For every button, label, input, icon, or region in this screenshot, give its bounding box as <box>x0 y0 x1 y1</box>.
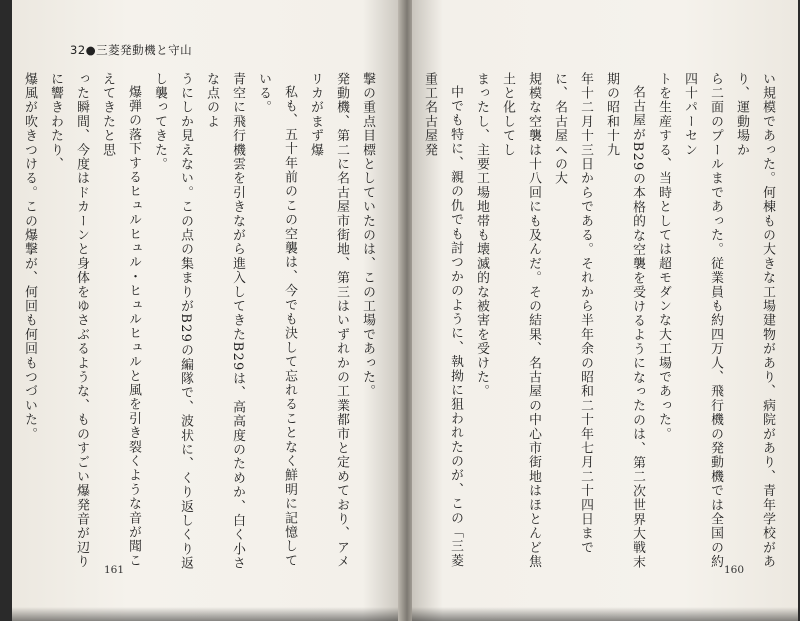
text-line: 青空に飛行機雲を引きながら進入してきたB29は、高高度のためか、白く小さな点のよ <box>204 72 245 571</box>
text-line: 中でも特に、親の仇でも討つかのように、執拗に狙われたのが、この「三菱重工名古屋発 <box>422 72 463 568</box>
page-edge-shadow <box>412 607 798 621</box>
text-line <box>12 72 16 572</box>
text-line: った瞬間、今度はドカーンと身体をゆさぶるような、ものすごい爆発音が辺りに響きわたり、 <box>48 72 89 569</box>
page-number: 161 <box>104 564 125 576</box>
text-line: 私も、五十年前のこの空襲は、今でも決して忘れることなく鮮明に記憶している。 <box>256 72 297 568</box>
text-line: ら二面のプールまであった。従業員も約四万人、飛行機の発動機では全国の約四十パーセン <box>682 72 723 569</box>
text-line: 爆弾の落下するヒュルヒュル・ヒュルヒュルと風を引き裂くような音が聞こえてきたと思 <box>100 72 141 568</box>
right-page <box>412 0 798 621</box>
text-line: うにしか見えない。この点の集まりがB29の編隊で、波状に、くり返しくり返し襲ってきた。 <box>152 72 193 571</box>
right-page-body <box>412 72 780 572</box>
text-line: 規模な空襲は十八回にも及んだ。その結果、名古屋の中心市街地はほとんど焦土と化してし <box>500 72 541 569</box>
text-line: い規模であった。何棟もの大きな工場建物があり、病院があり、青年学校があり、運動場か <box>734 72 775 569</box>
text-line: 撃の重点目標としていたのは、この工場であった。 <box>360 72 375 399</box>
left-page-body <box>12 72 380 572</box>
text-line: 発動機、第二に名古屋市街地、第三はいずれかの工業都市と定めており、アメリカがまず爆 <box>308 72 349 569</box>
left-page <box>12 0 402 621</box>
page-edge-shadow <box>12 607 402 621</box>
running-head: 32●三菱発動機と守山 <box>70 43 193 57</box>
text-line <box>412 72 416 572</box>
text-line: 年十二月十三日からである。それから半年余の昭和二十年七月二十四日までに、名古屋への大 <box>552 72 593 555</box>
page-number: 160 <box>724 564 745 576</box>
text-line: トを生産する、当時としては超モダンな大工場であった。 <box>656 72 671 442</box>
text-line: まったし、主要工場地帯も壊滅的な被害を受けた。 <box>474 72 489 399</box>
text-line: 名古屋がB29の本格的な空襲を受けるようになったのは、第二次世界大戦末期の昭和十九 <box>604 72 645 570</box>
text-line: 爆風が吹きつける。この爆撃が、何回も何回もつづいた。 <box>22 72 37 442</box>
